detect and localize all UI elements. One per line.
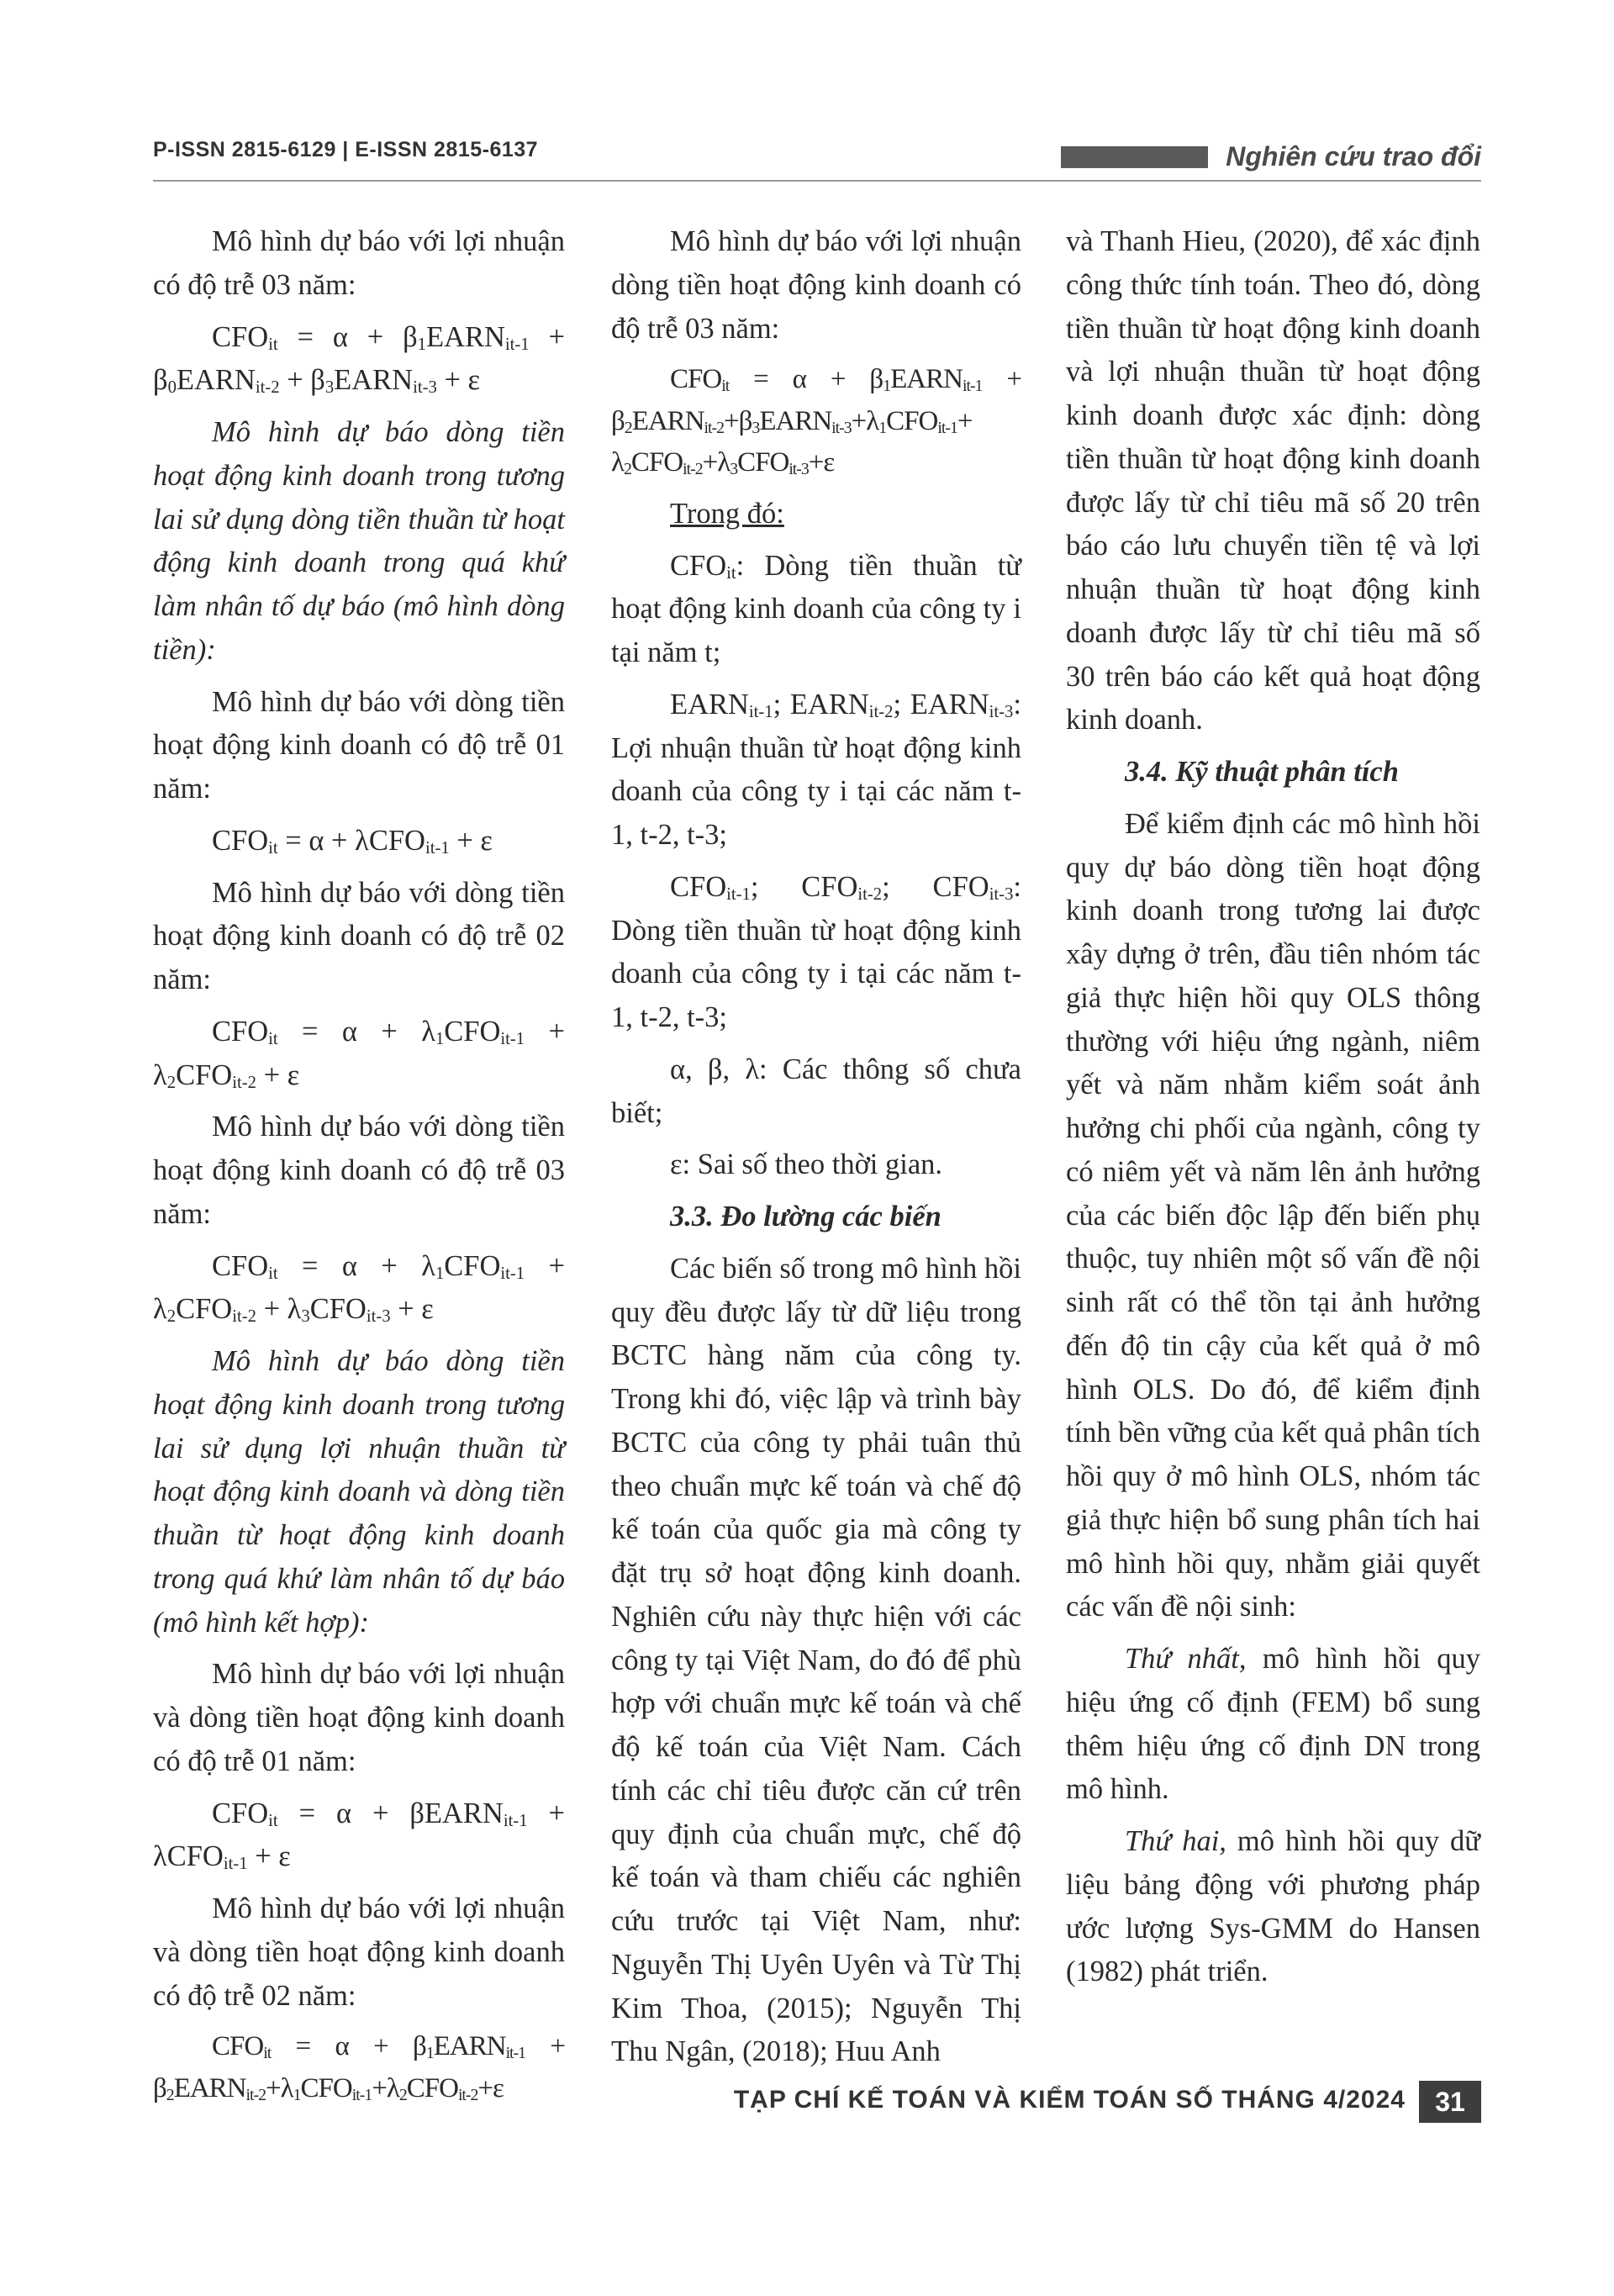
section-heading: 3.4. Kỹ thuật phân tích <box>1125 756 1399 788</box>
header-divider <box>153 180 1481 182</box>
equation: $CFO_{it} = \alpha$ + $\beta_1EARN_{it-1}$ + $\beta_2EARN_{it-2}+\lambda_1CFO_{it-1}+\lambda_2CFO_{it-2}+\varepsilon$ <box>153 2031 565 2104</box>
paragraph: Mô hình dự báo dòng tiền hoạt động kinh doanh trong tương lai sử dụng lợi nhuận thuần từ hoạt động kinh doanh và dòng tiền thuần từ hoạt động kinh doanh trong quá khứ làm nhân tố dự báo (mô hình kết hợp): <box>153 1345 565 1639</box>
section-header <box>1061 141 1481 178</box>
where-label: Trong đó: <box>670 497 784 530</box>
definition: $CFO_{it-1}$; $CFO_{it-2}$; $CFO_{it-3}$: Dòng tiền thuần từ hoạt động kinh doanh của công ty i tại các năm t-1, t-2, t-3; <box>611 870 1022 1033</box>
equation: $CFO_{it} = \alpha$ + $\beta_1EARN_{it-1}$ + $\beta_0EARN_{it-2}$ + $\beta_3EARN_{it-3} + \varepsilon$ <box>153 320 565 398</box>
paragraph: Mô hình dự báo với lợi nhuận dòng tiền hoạt động kinh doanh có độ trễ 03 năm: <box>611 225 1021 345</box>
paragraph: Mô hình dự báo với lợi nhuận có độ trễ 03 năm: <box>153 225 565 301</box>
paragraph: Thứ hai, mô hình hồi quy dữ liệu bảng động với phương pháp ước lượng Sys-GMM do Hansen (1982) phát triển. <box>1066 1825 1480 1988</box>
paragraph: Để kiểm định các mô hình hồi quy dự báo dòng tiền hoạt động kinh doanh trong tương lai được xây dựng ở trên, đầu tiên nhóm tác giả thực hiện hồi quy OLS thông thường với hiệu ứng ngành, niêm yết và năm nhằm kiểm soát ảnh hưởng chi phối của ngành, công ty có niêm yết và năm lên ảnh hưởng của các biến độc lập đến biến phụ thuộc, tuy nhiên một số vấn đề nội sinh rất có thể tồn tại ảnh hưởng đến độ tin cậy của kết quả ở mô hình OLS. Do đó, để kiểm định tính bền vững của kết quả phân tích hồi quy ở mô hình OLS, nhóm tác giả thực hiện bổ sung phân tích hai mô hình hồi quy, nhằm giải quyết các vấn đề nội sinh: <box>1066 807 1480 1623</box>
column-2 <box>611 220 1021 2082</box>
journal-name: TẠP CHÍ KẾ TOÁN VÀ KIỂM TOÁN SỐ THÁNG 4/2024 <box>733 2086 1406 2114</box>
header-bar <box>1061 146 1208 168</box>
equation: $CFO_{it} = \alpha$ + βEARN$_{it-1}$ + λCFO$_{it-1}$ + ε <box>153 1797 565 1874</box>
equation: $CFO_{it} = \alpha + \lambda_1CFO_{it-1} + \lambda_2CFO_{it-2} + \varepsilon$ <box>153 1015 565 1092</box>
page-footer <box>733 2081 1481 2123</box>
paragraph: Mô hình dự báo với lợi nhuận và dòng tiền hoạt động kinh doanh có độ trễ 02 năm: <box>153 1892 565 2012</box>
definition: $EARN_{it-1}$; $EARN_{it-2}$; $EARN_{it-3}$: Lợi nhuận thuần từ hoạt động kinh doanh của công ty i tại các năm t-1, t-2, t-3; <box>611 688 1021 851</box>
paragraph: Mô hình dự báo với lợi nhuận và dòng tiền hoạt động kinh doanh có độ trễ 01 năm: <box>153 1658 565 1777</box>
page-number: 31 <box>1419 2081 1481 2123</box>
equation: $CFO_{it} = \alpha$ + $\beta_1EARN_{it-1}$ + $\beta_2EARN_{it-2}+\beta_3EARN_{it-3}+\lambda_1CFO_{it-1}+ \lambda_2CFO_{it-2}+\lambda_3CFO_{it-3}+\varepsilon$ <box>611 364 1021 479</box>
column-3 <box>1066 220 1480 2003</box>
issn-header: P-ISSN 2815-6129 | E-ISSN 2815-6137 <box>153 138 539 161</box>
paragraph: Các biến số trong mô hình hồi quy đều được lấy từ dữ liệu trong BCTC hàng năm của công ty. Trong khi đó, việc lập và trình bày BCTC của công ty phải tuân thủ theo chuẩn mực kế toán và chế độ kế toán của quốc gia mà công ty đặt trụ sở hoạt động kinh doanh. Nghiên cứu này thực hiện với các công ty tại Việt Nam, do đó để phù hợp với chuẩn mực kế toán và chế độ kế toán của Việt Nam. Cách tính các chỉ tiêu được căn cứ trên quy định của chuẩn mực, chế độ kế toán và tham chiếu các nghiên cứu trước tại Việt Nam, như: Nguyễn Thị Uyên Uyên và Từ Thị Kim Thoa, (2015); Nguyễn Thị Thu Ngân, (2018); Huu Anh <box>611 1252 1021 2068</box>
paragraph: Mô hình dự báo dòng tiền hoạt động kinh doanh trong tương lai sử dụng dòng tiền thuần từ hoạt động kinh doanh trong quá khứ làm nhân tố dự báo (mô hình dòng tiền): <box>153 416 565 666</box>
paragraph: Mô hình dự báo với dòng tiền hoạt động kinh doanh có độ trễ 02 năm: <box>153 876 565 995</box>
section-title: Nghiên cứu trao đổi <box>1226 141 1481 172</box>
paragraph: Mô hình dự báo với dòng tiền hoạt động kinh doanh có độ trễ 03 năm: <box>153 1111 565 1230</box>
section-heading: 3.3. Đo lường các biến <box>670 1201 942 1232</box>
column-1 <box>153 220 565 2118</box>
definition: α, β, λ: Các thông số chưa biết; <box>611 1053 1021 1129</box>
paragraph: và Thanh Hieu, (2020), để xác định công thức tính toán. Theo đó, dòng tiền thuần từ hoạt động kinh doanh và lợi nhuận thuần từ hoạt động kinh doanh được xác định: dòng tiền thuần từ hoạt động kinh doanh được lấy từ chỉ tiêu mã số 20 trên báo cáo lưu chuyển tiền tệ và lợi nhuận thuần từ hoạt động kinh doanh được lấy từ chỉ tiêu mã số 30 trên báo cáo kết quả hoạt động kinh doanh. <box>1066 225 1480 736</box>
definition: ε: Sai số theo thời gian. <box>670 1148 943 1181</box>
definition: $CFO_{it}$: Dòng tiền thuần từ hoạt động kinh doanh của công ty i tại năm t; <box>611 549 1021 668</box>
equation: $CFO_{it} = \alpha + \lambda CFO_{it-1} + \varepsilon$ <box>212 824 493 858</box>
equation: $CFO_{it} = \alpha + \lambda_1CFO_{it-1} + \lambda_2CFO_{it-2} + \lambda_3CFO_{it-3} + \varepsilon$ <box>153 1249 565 1327</box>
paragraph: Mô hình dự báo với dòng tiền hoạt động kinh doanh có độ trễ 01 năm: <box>153 685 565 805</box>
paragraph: Thứ nhất, mô hình hồi quy hiệu ứng cố định (FEM) bổ sung thêm hiệu ứng cố định DN trong mô hình. <box>1066 1643 1480 1806</box>
